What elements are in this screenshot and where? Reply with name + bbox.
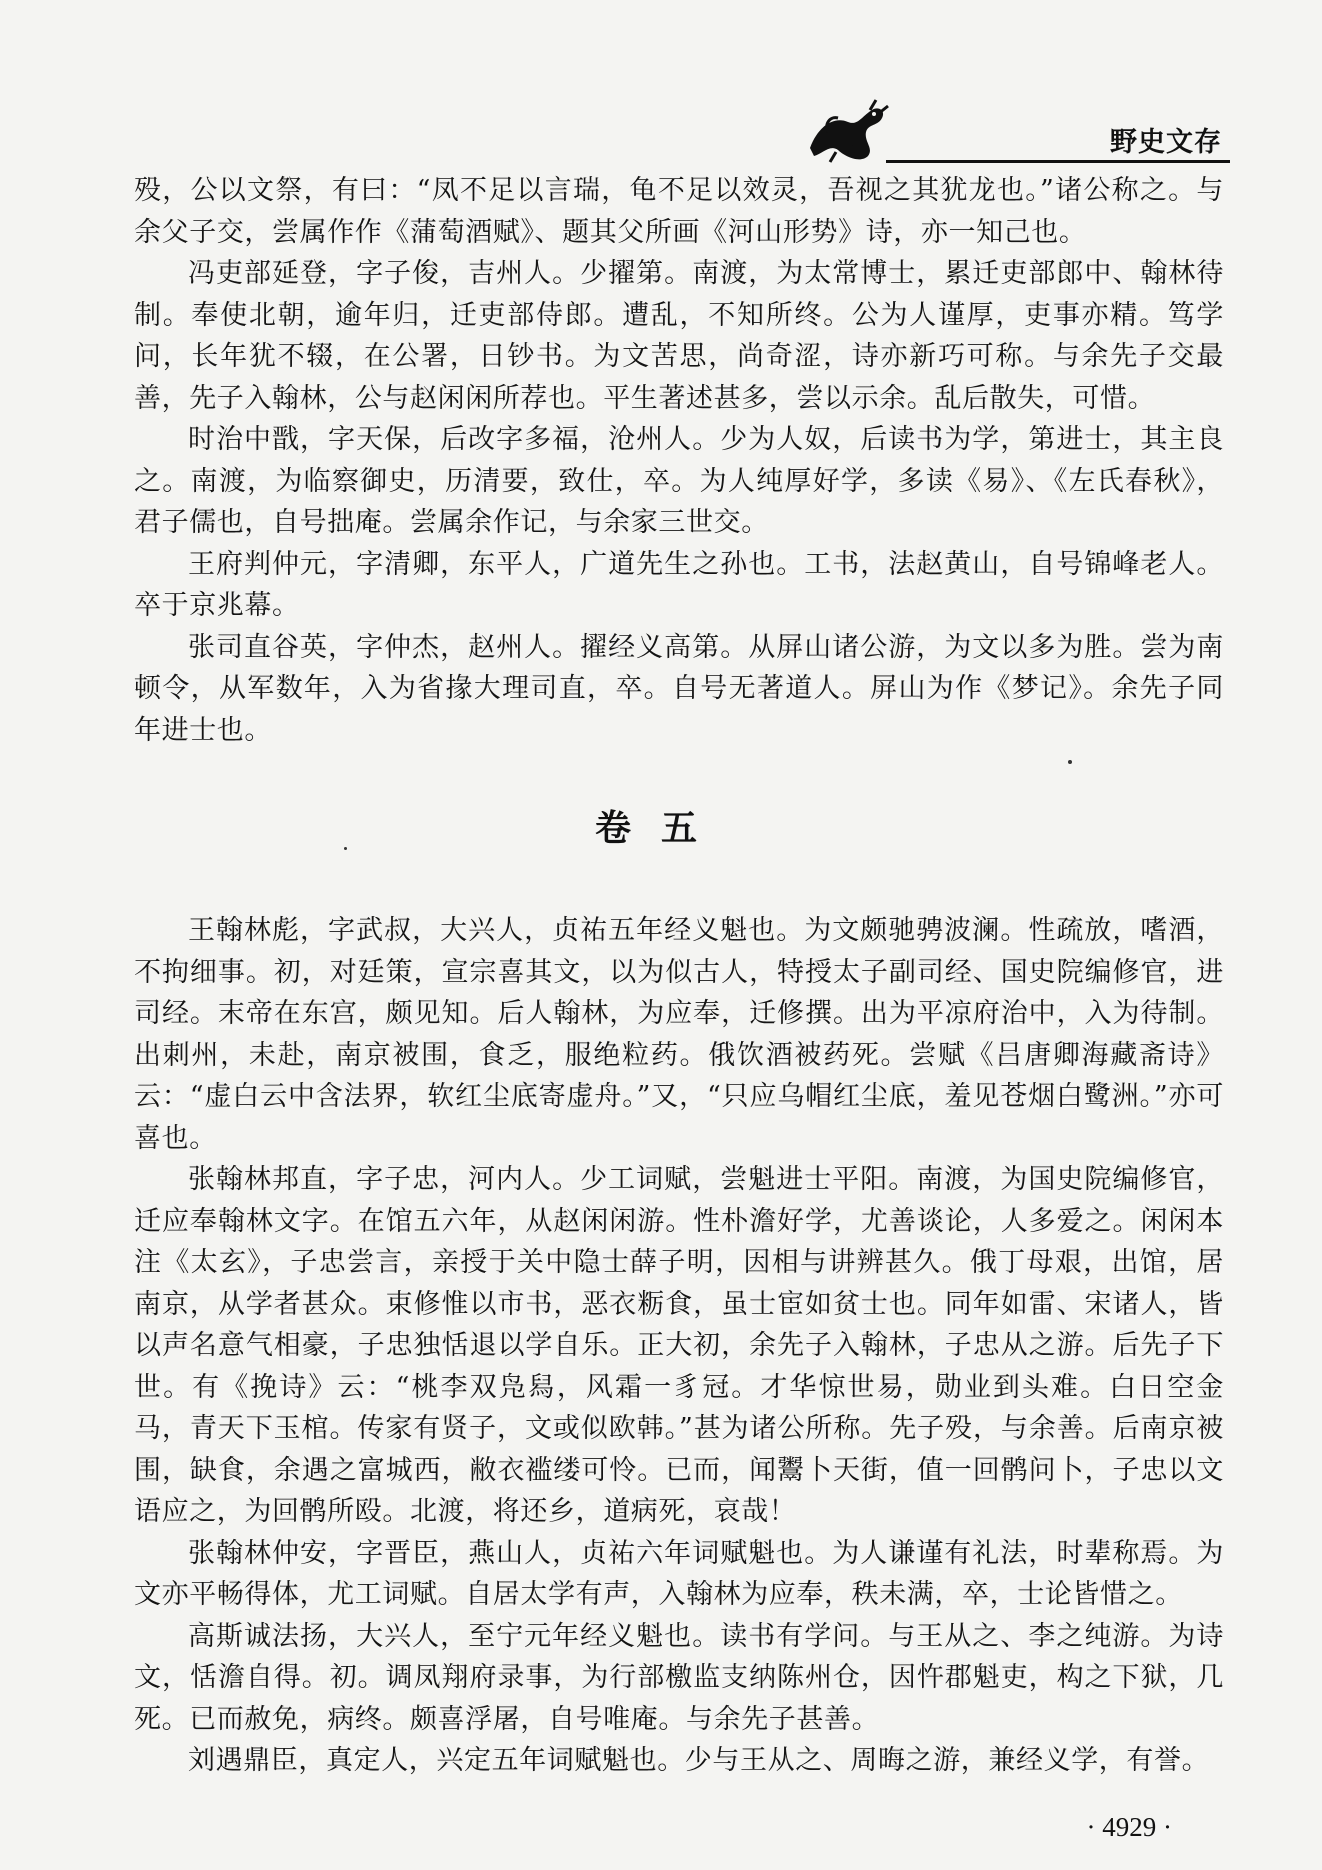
paragraph: 刘遇鼎臣，真定人，兴定五年词赋魁也。少与王从之、周晦之游，兼经义学，有誉。 xyxy=(188,1745,1210,1776)
top-text-block xyxy=(134,170,1224,751)
paragraph: 王翰林彪，字武叔，大兴人，贞祐五年经义魁也。为文颇驰骋波澜。性疏放，嗜酒，不拘细事。初，对廷策，宣宗喜其文，以为似古人，特授太子副司经、国史院编修官，进司经。末帝在东宫，颇见知。后人翰林，为应奉，迁修撰。出为平凉府治中，入为待制。出刺州，未赴，南京被围，食乏，服绝粒药。俄饮酒被药死。尝赋《吕唐卿海藏斋诗》云：“虚白云中含法界，软红尘底寄虚舟。”又，“只应乌帽红尘底，羞见苍烟白鹭洲。”亦可喜也。 xyxy=(134,915,1224,1154)
page-number: · 4929 · xyxy=(1086,1812,1172,1842)
header-rule xyxy=(886,160,1230,163)
print-speck xyxy=(1068,760,1072,764)
paragraph: 殁，公以文祭，有曰：“凤不足以言瑞，龟不足以效灵，吾视之其犹龙也。”诸公称之。与余父子交，尝属作作《蒲萄酒赋》、题其父所画《河山形势》诗，亦一知己也。 xyxy=(134,175,1224,248)
paragraph: 高斯诚法扬，大兴人，至宁元年经义魁也。读书有学问。与王从之、李之纯游。为诗文，恬澹自得。初。调凤翔府录事，为行部檄监支纳陈州仓，因忤郡魁吏，构之下狱，几死。已而赦免，病终。颇喜浮屠，自号唯庵。与余先子甚善。 xyxy=(134,1620,1224,1735)
paragraph: 王府判仲元，字清卿，东平人，广道先生之孙也。工书，法赵黄山，自号锦峰老人。卒于京兆幕。 xyxy=(134,548,1224,621)
section-heading: 卷五 xyxy=(594,808,727,849)
paragraph: 时治中戬，字天保，后改字多福，沧州人。少为人奴，后读书为学，第进士，其主良之。南渡，为临察御史，历清要，致仕，卒。为人纯厚好学，多读《易》、《左氏春秋》，君子儒也，自号拙庵。尝属余作记，与余家三世交。 xyxy=(134,424,1224,538)
running-header-title: 野史文存 xyxy=(1110,127,1222,158)
bottom-text-block xyxy=(134,910,1224,1782)
paragraph: 冯吏部延登，字子俊，吉州人。少擢第。南渡，为太常博士，累迁吏部郎中、翰林待制。奉使北朝，逾年归，迁吏部侍郎。遭乱，不知所终。公为人谨厚，吏事亦精。笃学问，长年犹不辍，在公署，日钞书。为文苦思，尚奇涩，诗亦新巧可称。与余先子交最善，先子入翰林，公与赵闲闲所荐也。平生著述甚多，尝以示余。乱后散失，可惜。 xyxy=(134,258,1224,414)
paragraph: 张司直谷英，字仲杰，赵州人。擢经义高第。从屏山诸公游，为文以多为胜。尝为南顿令，从军数年，入为省掾大理司直，卒。自号无著道人。屏山为作《梦记》。余先子同年进士也。 xyxy=(134,631,1224,746)
dragon-emblem-icon xyxy=(800,96,890,166)
paragraph: 张翰林邦直，字子忠，河内人。少工词赋，尝魁进士平阳。南渡，为国史院编修官，迁应奉翰林文字。在馆五六年，从赵闲闲游。性朴澹好学，尤善谈论，人多爱之。闲闲本注《太玄》，子忠尝言，亲授于关中隐士薛子明，因相与讲辨甚久。俄丁母艰，出馆，居南京，从学者甚众。束修惟以市书，恶衣粝食，虽士宦如贫士也。同年如雷、宋诸人，皆以声名意气相豪，子忠独恬退以学自乐。正大初，余先子入翰林，子忠从之游。后先子下世。有《挽诗》云：“桃李双凫舄，风霜一豸冠。才华惊世易，勋业到头难。白日空金马，青天下玉棺。传家有贤子，文或似欧韩。”甚为诸公所称。先子殁，与余善。后南京被围，缺食，余遇之富城西，敝衣褴缕可怜。已而，闻鬻卜天街，值一回鹘问卜，子忠以文语应之，为回鹘所殴。北渡，将还乡，道病死，哀哉！ xyxy=(134,1164,1224,1527)
print-speck xyxy=(344,847,347,850)
paragraph: 张翰林仲安，字晋臣，燕山人，贞祐六年词赋魁也。为人谦谨有礼法，时辈称焉。为文亦平畅得体，尤工词赋。自居太学有声，入翰林为应奉，秩未满，卒，士论皆惜之。 xyxy=(134,1537,1224,1610)
running-header xyxy=(790,96,1230,170)
